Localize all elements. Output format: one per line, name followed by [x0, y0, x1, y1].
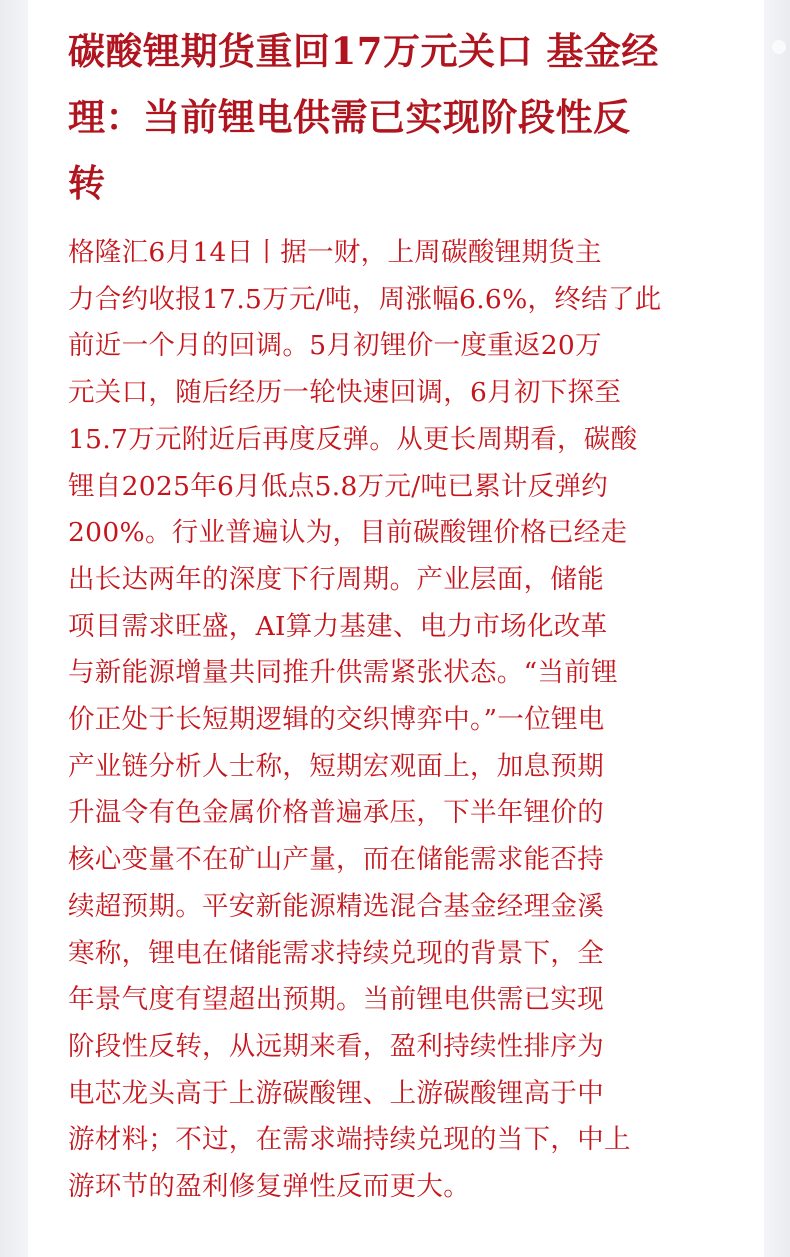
article-body: 格隆汇6月14日丨据一财，上周碳酸锂期货主 力合约收报17.5万元/吨，周涨幅6.6%，终结了此 前近一个月的回调。5月初锂价一度重返20万 元关口，随后经历一轮快速回调，6月初下探至 15.7万元附近后再度反弹。从更长周期看，碳酸 锂自2025年6月低点5.8万元/吨已累计反弹约 200%。行业普遍认为，目前碳酸锂价格已经走 出长达两年的深度下行周期。产业层面，储能 项目需求旺盛，AI算力基建、电力市场化改革 与新能源增量共同推升供需紧张状态。“当前锂 价正处于长短期逻辑的交织博弈中。”一位锂电 产业链分析人士称，短期宏观面上，加息预期 升温令有色金属价格普遍承压，下半年锂价的 核心变量不在矿山产量，而在储能需求能否持 续超预期。平安新能源精选混合基金经理金溪 寒称，锂电在储能需求持续兑现的背景下，全 年景气度有望超出预期。当前锂电供需已实现 阶段性反转，从远期来看，盈利持续性排序为 电芯龙头高于上游碳酸锂、上游碳酸锂高于中 游材料；不过，在需求端持续兑现的当下，中上 游环节的盈利修复弹性反而更大。 [68, 237, 662, 1203]
article-card [28, 0, 764, 1257]
corner-dot-icon [772, 40, 786, 54]
left-margin [0, 0, 28, 1257]
article-title: 碳酸锂期货重回17万元关口 基金经 理：当前锂电供需已实现阶段性反 转 [68, 29, 659, 205]
right-margin [764, 0, 790, 1257]
